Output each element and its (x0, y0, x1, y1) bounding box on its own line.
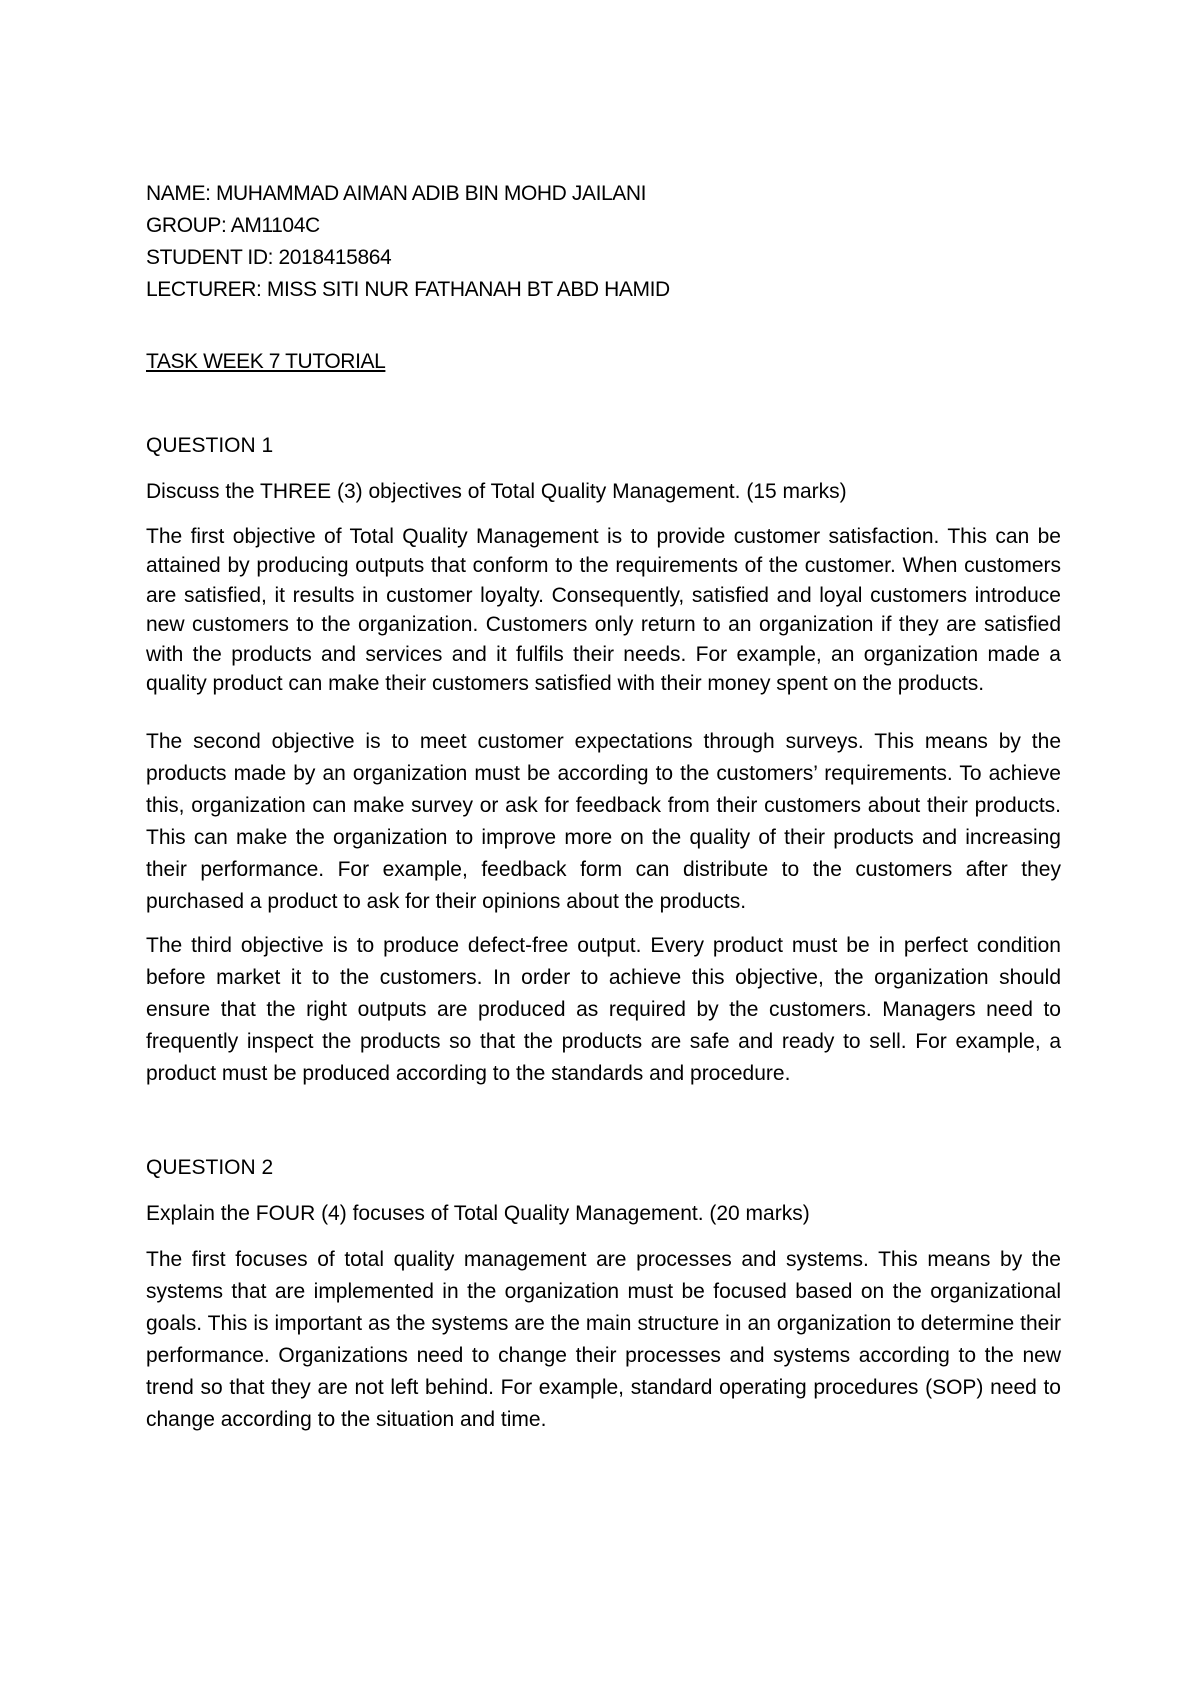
question-1-paragraph-3: The third objective is to produce defect-free output. Every product must be in perfect condition before market it to the customers. In order to achieve this objective, the organization should ensure that the right outputs are produced as required by the customers. Managers need to frequently inspect the products so that the products are safe and ready to sell. For example, a product must be produced according to the standards and procedure. (146, 934, 1061, 1086)
task-title: TASK WEEK 7 TUTORIAL (146, 350, 386, 373)
question-2-paragraph-1: The first focuses of total quality management are processes and systems. This means by the systems that are implemented in the organization must be focused based on the organizational goals. This is important as the systems are the main structure in an organization to determine their performance. Organizations need to change their processes and systems according to the new trend so that they are not left behind. For example, standard operating procedures (SOP) need to change according to the situation and time. (146, 1248, 1061, 1432)
question-1-heading: QUESTION 1 (146, 434, 274, 457)
student-group: GROUP: AM1104C (146, 214, 320, 237)
lecturer-name: LECTURER: MISS SITI NUR FATHANAH BT ABD HAMID (146, 278, 670, 301)
question-1-paragraph-2: The second objective is to meet customer expectations through surveys. This means by the products made by an organization must be according to the customers’ requirements. To achieve this, organization can make survey or ask for feedback from their customers about their products. This can make the organization to improve more on the quality of their products and increasing their performance. For example, feedback form can distribute to the customers after they purchased a product to ask for their opinions about the products. (146, 730, 1061, 914)
question-2-prompt: Explain the FOUR (4) focuses of Total Quality Management. (20 marks) (146, 1202, 810, 1226)
student-id: STUDENT ID: 2018415864 (146, 246, 392, 269)
question-1-paragraph-1: The first objective of Total Quality Management is to provide customer satisfaction. This can be attained by producing outputs that conform to the requirements of the customer. When customers are satisfied, it results in customer loyalty. Consequently, satisfied and loyal customers introduce new customers to the organization. Customers only return to an organization if they are satisfied with the products and services and it fulfils their needs. For example, an organization made a quality product can make their customers satisfied with their money spent on the products. (146, 525, 1061, 696)
question-2-heading: QUESTION 2 (146, 1156, 274, 1180)
student-name: NAME: MUHAMMAD AIMAN ADIB BIN MOHD JAILANI (146, 182, 647, 205)
question-1-prompt: Discuss the THREE (3) objectives of Total Quality Management. (15 marks) (146, 480, 847, 503)
document-content (146, 178, 1061, 1436)
